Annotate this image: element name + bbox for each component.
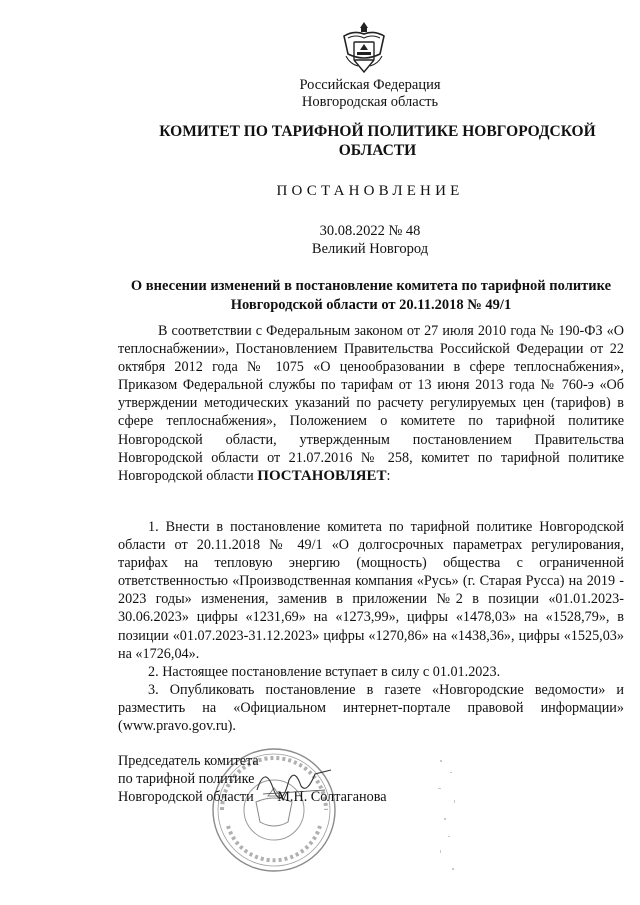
decree-item-2: 2. Настоящее постановление вступает в силу с 01.01.2023.	[148, 663, 501, 680]
decree-item-3: 3. Опубликовать постановление в газете «Новгородские ведомости» и разместить на «Официальном интернет-портале правовой информации» (www.pravo.gov.ru).	[118, 681, 624, 735]
decree-colon: :	[386, 467, 391, 484]
document-subject: О внесении изменений в постановление комитета по тарифной политике Новгородской области от 20.11.2018 № 49/1	[130, 278, 612, 313]
document-type: ПОСТАНОВЛЕНИЕ	[276, 183, 464, 199]
decree-item-1: 1. Внести в постановление комитета по тарифной политике Новгородской области от 20.11.2018 № 49/1 «О долгосрочных параметрах регулирования, тарифах на тепловую энергию (мощность) общества с ограниченной ответственностью «Производственная компания «Русь» (г. Старая Русса) на 2019 - 2023 годы» изменения, заменив в приложении №2 в позиции «01.01.2023-30.06.2023» цифры «1231,69» на «1273,99», цифры «1478,03» на «1528,79», в позиции «01.07.2023-31.12.2023» цифры «1270,86» на «1438,36», цифры «1525,03» на «1726,04».	[118, 519, 624, 662]
document-date-number: 30.08.2022 № 48	[319, 223, 421, 239]
signature-title-line-3: Новгородской области	[118, 789, 254, 806]
coat-of-arms-icon	[340, 20, 388, 74]
region-name: Новгородская область	[301, 94, 439, 110]
signature-title-line-1: Председатель комитета	[118, 753, 259, 769]
country-name: Российская Федерация	[299, 77, 441, 93]
signature-block	[118, 752, 387, 806]
signature-title-line-2: по тарифной политике	[118, 771, 255, 788]
committee-title: КОМИТЕТ ПО ТАРИФНОЙ ПОЛИТИКЕ НОВГОРОДСКОЙ ОБЛАСТИ	[159, 123, 596, 159]
intro-paragraph	[118, 322, 624, 485]
decree-word: ПОСТАНОВЛЯЕТ	[257, 467, 387, 484]
scan-marks-icon	[420, 740, 480, 890]
signatory-name: М.Н. Солтаганова	[277, 789, 387, 806]
document-place: Великий Новгород	[311, 241, 429, 257]
decree-items	[118, 518, 624, 735]
intro-text: В соответствии с Федеральным законом от 27 июля 2010 года № 190-ФЗ «О теплоснабжении», Постановлением Правительства Российской Федерации от 22 октября 2012 года № 1075 «О ценообразовании в сфере теплоснабжения», Приказом Федеральной службы по тарифам от 13 июня 2013 года № 760-э «Об утверждении методических указаний по расчету регулируемых цен (тарифов) в сфере теплоснабжения», Положением о комитете по тарифной политике Новгородской области, утвержденным постановлением Правительства Новгородской области от 21.07.2016 № 258, комитет по тарифной политике Новгородской области	[118, 323, 624, 484]
signature-title-line-3-row	[118, 788, 387, 806]
